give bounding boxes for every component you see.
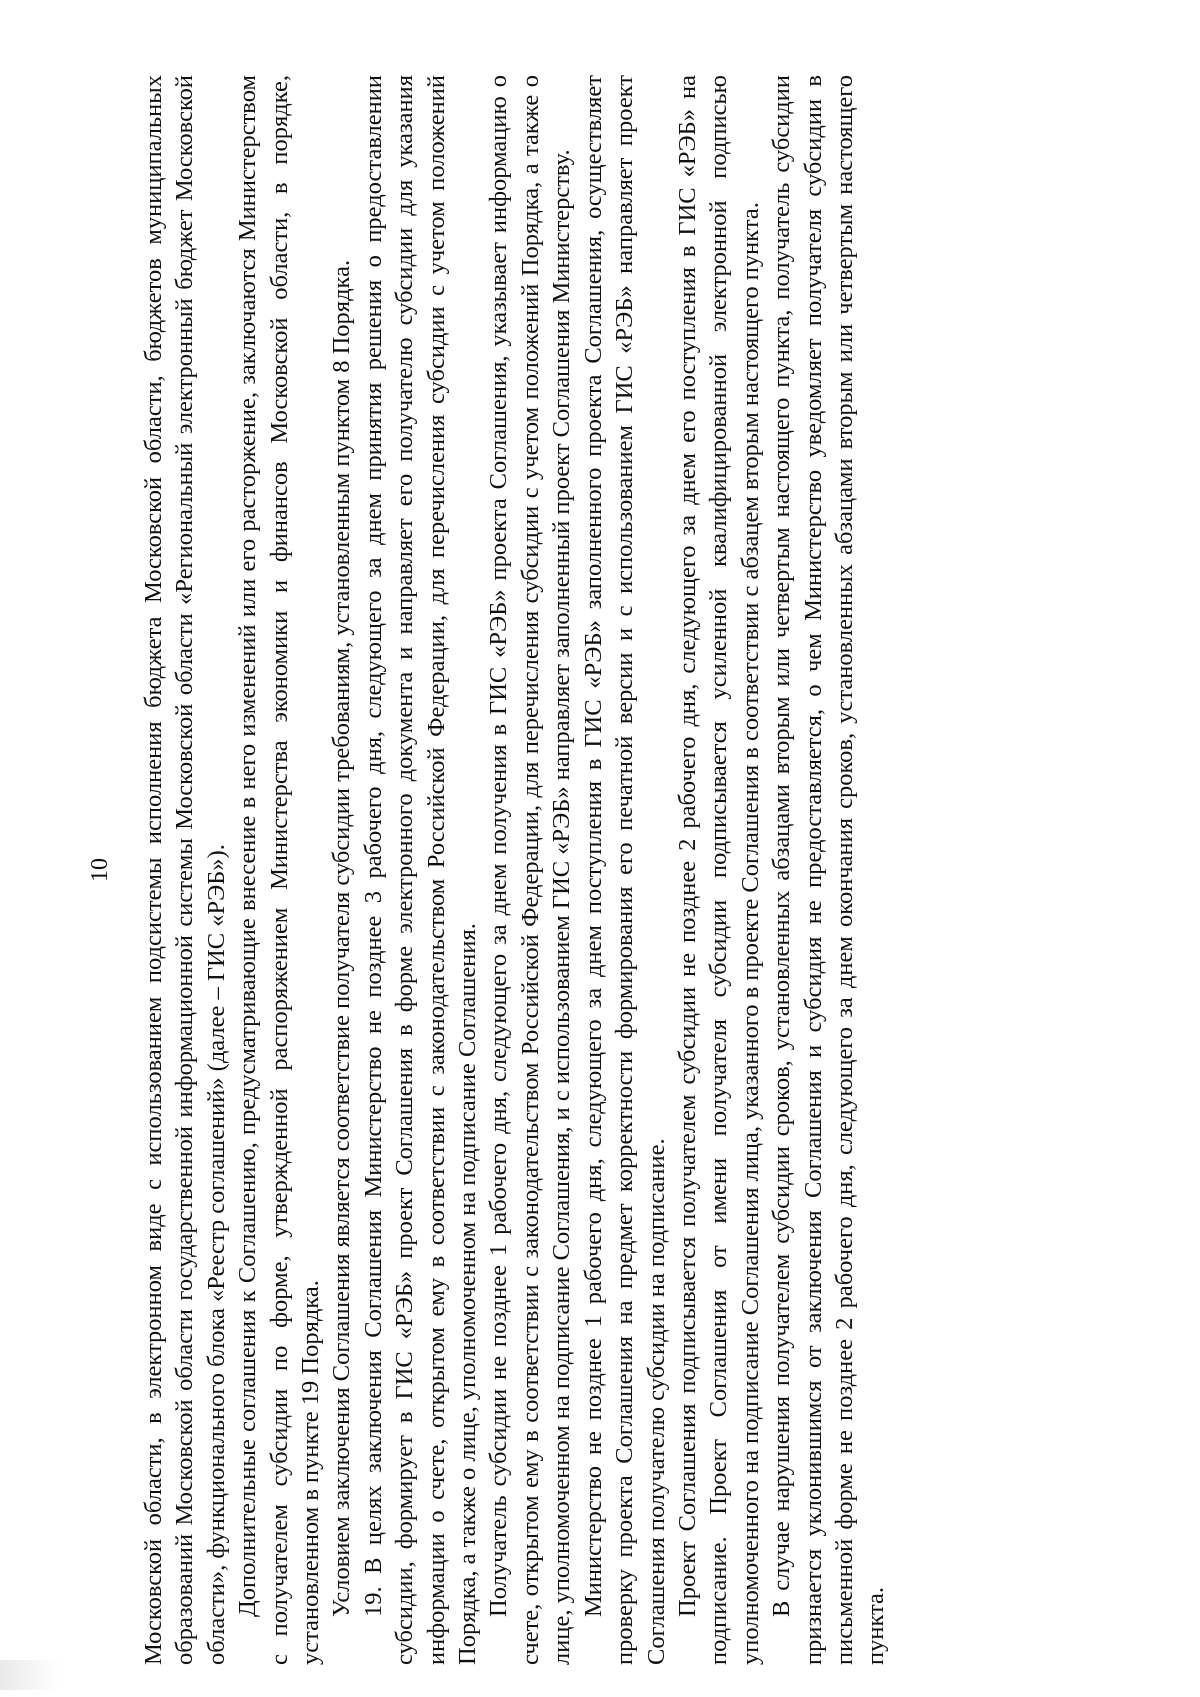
paragraph-conclusion-condition: Условием заключения Соглашения является соответствие получателя субсидии требованиям, установленным пунктом 8 Порядка. <box>328 259 356 1617</box>
paragraph-ministry-check: Министерство не позднее 1 рабочего дня, следующего за днем поступления в ГИС «РЭБ» заполненного проекта Соглашения, осуществляет проверку проекта Соглашения на предмет корректности формирования его печатной версии и с использованием ГИС «РЭБ» направляет проект Соглашения получателю субсидии на подписание. <box>579 75 670 1665</box>
scan-edge-artifact <box>0 1660 60 1690</box>
paragraph-recipient-duties: Получатель субсидии не позднее 1 рабочего дня, следующего за днем получения в ГИС «РЭБ» проекта Соглашения, указывает информацию о счете, открытом ему в соответствии с законодательством Российской Федерации, для перечисления субсидии с учетом положений Порядка, а также о лице, уполномоченном на подписание Соглашения, и с использованием ГИС «РЭБ» направляет заполненный проект Соглашения Министерству. <box>485 75 576 1665</box>
paragraph-additional-agreements: Дополнительные соглашения к Соглашению, предусматривающие внесение в него изменений или его расторжение, заключаются Министерством с получателем субсидии по форме, утвержденной распоряжением Министерства экономики и финансов Московской области, в порядке, установленном в пункте 19 Порядка. <box>234 75 325 1665</box>
paragraph-violation: В случае нарушения получателем субсидии сроков, установленных абзацами вторым или четвертым настоящего пункта, получатель субсидии признается уклонившимся от заключения Соглашения и субсидия не предоставляется, о чем Министерство уведомляет получателя субсидии в письменной форме не позднее 2 рабочего дня, следующего за днем окончания сроков, установленных абзацами вторым или четвертым настоящего пункта. <box>768 75 890 1665</box>
paragraph-signing: Проект Соглашения подписывается получателем субсидии не позднее 2 рабочего дня, следующего за днем его поступления в ГИС «РЭБ» на подписание. Проект Соглашения от имени получателя субсидии подписывается усиленной квалифицированной электронной подписью уполномоченного на подписание Соглашения лица, указанного в проекте Соглашения в соответствии с абзацем вторым настоящего пункта. <box>673 75 764 1665</box>
paragraph-item-19: 19. В целях заключения Соглашения Министерство не позднее 3 рабочего дня, следующего за днем принятия решения о предоставлении субсидии, формирует в ГИС «РЭБ» проект Соглашения в форме электронного документа и направляет его получателю субсидии для указания информации о счете, открытом ему в соответствии с законодательством Российской Федерации, для перечисления субсидии с учетом положений Порядка, а также о лице, уполномоченном на подписание Соглашения. <box>359 75 482 1665</box>
document-body <box>138 75 892 1665</box>
document-page <box>85 75 1085 1665</box>
page-number: 10 <box>87 858 113 882</box>
paragraph-continuation: Московской области, в электронном виде с использованием подсистемы исполнения бюджета Московской области, бюджетов муниципальных образований Московской области государственной информационной системы Московской области «Региональный электронный бюджет Московской области», функционального блока «Реестр соглашений» (далее – ГИС «РЭБ»). <box>140 75 230 1665</box>
